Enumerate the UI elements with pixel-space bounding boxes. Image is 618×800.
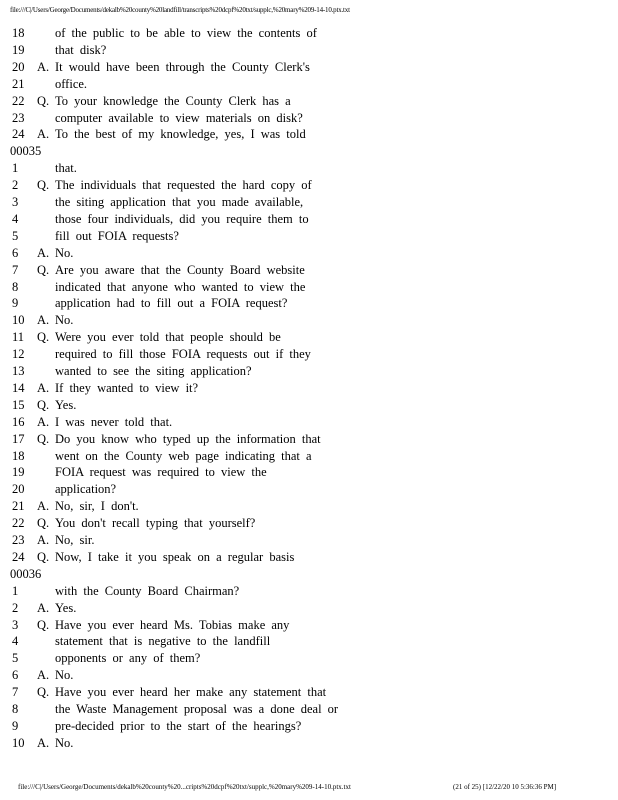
line-text: No. xyxy=(55,245,74,260)
file-path-header: file:///C|/Users/George/Documents/dekalb%20county%20landfill/transcripts%20dcpf%20txt/supplc,%20mary%209-14-10.ptx.txt xyxy=(10,6,350,14)
line-text: the Waste Management proposal was a done deal or xyxy=(55,702,339,716)
line-number: 6 xyxy=(12,245,19,260)
line-text: No. xyxy=(55,735,74,750)
line-number: 18 xyxy=(12,26,25,40)
speaker-label: A. xyxy=(37,735,50,750)
speaker-label: A. xyxy=(37,127,50,142)
speaker-label: A. xyxy=(37,380,50,395)
line-text: Yes. xyxy=(55,600,77,615)
line-text: FOIA request was required to view the xyxy=(55,465,267,480)
speaker-label: A. xyxy=(37,668,50,683)
line-number: 8 xyxy=(12,702,19,716)
line-text: required to fill those FOIA requests out if they xyxy=(55,347,311,362)
line-number: 14 xyxy=(12,380,25,395)
line-number: 23 xyxy=(12,533,25,547)
speaker-label: A. xyxy=(37,414,50,429)
line-number: 20 xyxy=(12,59,25,74)
line-number: 6 xyxy=(12,668,19,683)
speaker-label: Q. xyxy=(37,431,50,446)
line-number: 19 xyxy=(12,465,25,480)
line-number: 12 xyxy=(12,347,25,362)
line-text: No. xyxy=(55,313,74,328)
speaker-label: Q. xyxy=(37,549,50,564)
line-number: 1 xyxy=(12,161,19,176)
speaker-label: A. xyxy=(37,533,50,547)
line-text: wanted to see the siting application? xyxy=(55,364,252,378)
line-text: opponents or any of them? xyxy=(55,651,201,666)
line-number: 9 xyxy=(12,296,19,311)
line-text: Have you ever heard Ms. Tobias make any xyxy=(55,617,290,632)
line-text: with the County Board Chairman? xyxy=(55,583,240,598)
line-number: 22 xyxy=(12,516,25,531)
speaker-label: A. xyxy=(37,59,50,74)
line-text: of the public to be able to view the contents of xyxy=(55,26,317,40)
speaker-label: Q. xyxy=(37,617,50,632)
line-text: If they wanted to view it? xyxy=(55,380,199,395)
line-text: It would have been through the County Clerk's xyxy=(55,59,310,74)
speaker-label: Q. xyxy=(37,330,50,345)
line-number: 16 xyxy=(12,414,25,429)
line-text: Do you know who typed up the information that xyxy=(55,431,321,446)
line-text: the siting application that you made available, xyxy=(55,195,304,209)
line-number: 15 xyxy=(12,397,25,412)
line-text: application had to fill out a FOIA request? xyxy=(55,296,288,311)
speaker-label: A. xyxy=(37,313,50,328)
line-number: 8 xyxy=(12,279,19,294)
line-number: 3 xyxy=(12,195,19,209)
line-text: those four individuals, did you require them to xyxy=(55,211,309,226)
line-text: Yes. xyxy=(55,397,77,412)
line-number: 19 xyxy=(12,42,25,57)
speaker-label: A. xyxy=(37,245,50,260)
line-number: 21 xyxy=(12,76,25,91)
footer-path: file:///C|/Users/George/Documents/dekalb%20county%20...cripts%20dcpf%20txt/supplc,%20mary%209-14-10.ptx.txt xyxy=(18,783,351,791)
line-number: 4 xyxy=(12,634,19,649)
line-number: 21 xyxy=(12,499,25,514)
line-number: 3 xyxy=(12,617,19,632)
line-number: 18 xyxy=(12,448,25,463)
line-number: 17 xyxy=(12,431,25,446)
line-number: 1 xyxy=(12,583,19,598)
line-number: 7 xyxy=(12,262,19,277)
line-number: 22 xyxy=(12,93,25,108)
line-text: office. xyxy=(55,76,88,91)
line-number: 2 xyxy=(12,178,19,193)
line-number: 10 xyxy=(12,735,25,750)
footer-page-info: (21 of 25) [12/22/20 10 5:36:36 PM] xyxy=(453,783,557,791)
line-text: Are you aware that the County Board website xyxy=(55,262,305,277)
line-text: Now, I take it you speak on a regular basis xyxy=(55,549,295,564)
line-text: statement that is negative to the landfill xyxy=(55,634,271,649)
page-number: 00036 xyxy=(10,566,42,581)
line-text: computer available to view materials on disk? xyxy=(55,110,303,125)
line-text: No, sir. xyxy=(55,533,95,547)
line-text: Have you ever heard her make any statement that xyxy=(55,685,327,700)
line-number: 13 xyxy=(12,364,25,378)
page-number: 00035 xyxy=(10,144,42,159)
line-text: fill out FOIA requests? xyxy=(55,228,179,243)
line-number: 23 xyxy=(12,110,25,125)
line-text: application? xyxy=(55,482,117,497)
speaker-label: Q. xyxy=(37,93,50,108)
line-number: 5 xyxy=(12,651,19,666)
line-text: that disk? xyxy=(55,42,107,57)
line-text: The individuals that requested the hard copy of xyxy=(55,178,312,193)
line-number: 4 xyxy=(12,211,19,226)
line-text: You don't recall typing that yourself? xyxy=(55,516,256,531)
line-text: indicated that anyone who wanted to view the xyxy=(55,279,306,294)
line-text: No. xyxy=(55,668,74,683)
line-number: 10 xyxy=(12,313,25,328)
line-number: 2 xyxy=(12,600,19,615)
line-number: 24 xyxy=(12,127,25,142)
line-text: To your knowledge the County Clerk has a xyxy=(55,93,291,108)
line-number: 5 xyxy=(12,228,19,243)
speaker-label: Q. xyxy=(37,262,50,277)
speaker-label: Q. xyxy=(37,685,50,700)
line-number: 20 xyxy=(12,482,25,497)
line-number: 24 xyxy=(12,549,25,564)
line-text: pre-decided prior to the start of the hearings? xyxy=(55,718,302,733)
line-number: 9 xyxy=(12,718,19,733)
line-text: Were you ever told that people should be xyxy=(55,330,281,345)
line-text: No, sir, I don't. xyxy=(55,499,139,514)
file-path-footer xyxy=(18,783,618,791)
line-number: 7 xyxy=(12,685,19,700)
speaker-label: Q. xyxy=(37,397,50,412)
speaker-label: Q. xyxy=(37,178,50,193)
line-number: 11 xyxy=(12,330,25,345)
speaker-label: Q. xyxy=(37,516,50,531)
line-text: that. xyxy=(55,161,77,176)
speaker-label: A. xyxy=(37,499,50,514)
line-text: To the best of my knowledge, yes, I was told xyxy=(55,127,306,142)
line-text: went on the County web page indicating that a xyxy=(55,448,312,463)
speaker-label: A. xyxy=(37,600,50,615)
line-text: I was never told that. xyxy=(55,414,173,429)
